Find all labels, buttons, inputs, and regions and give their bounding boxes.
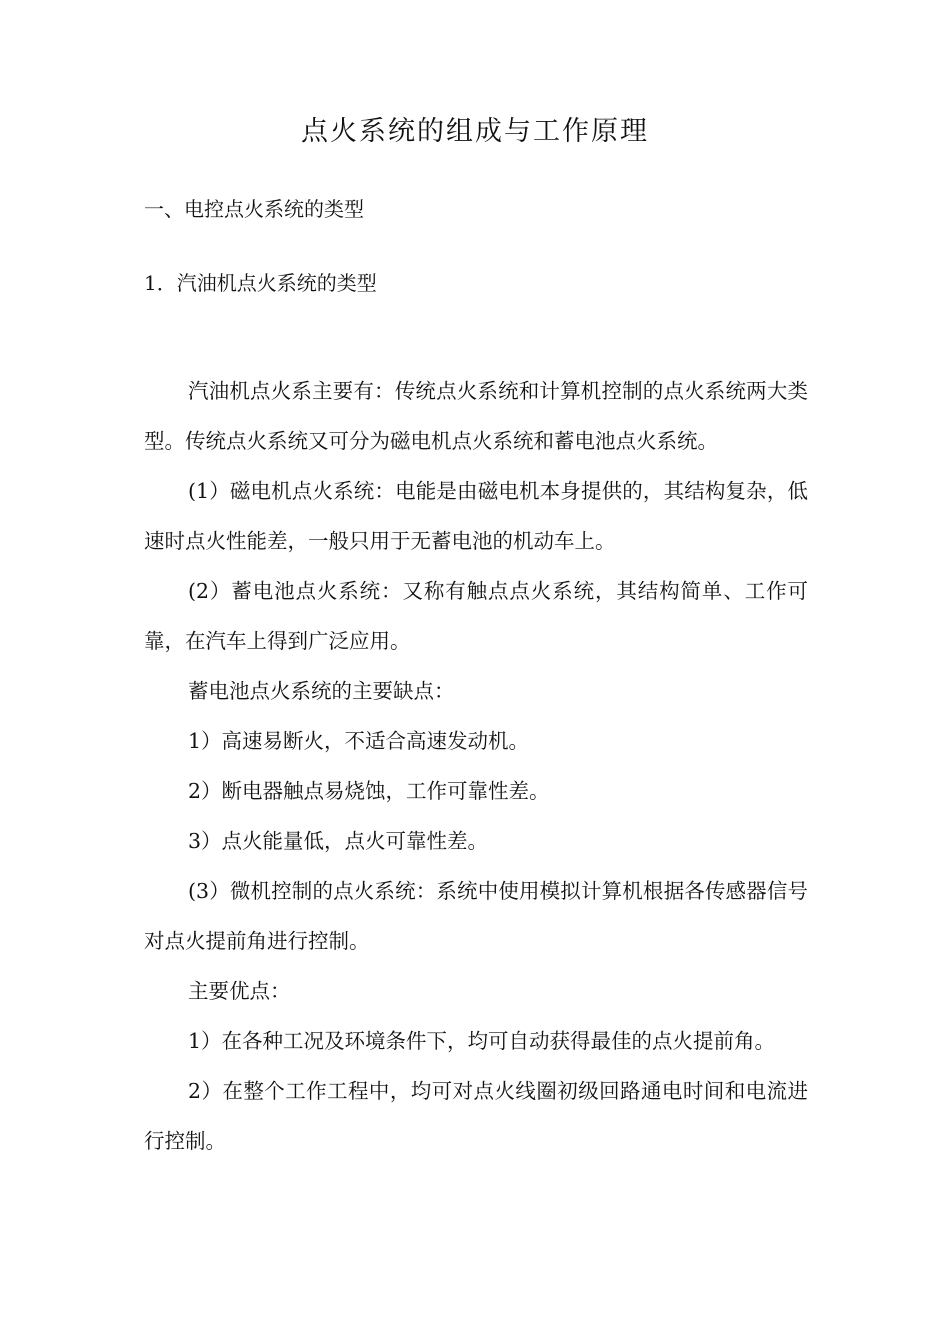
list-item-advantage-1: 1）在各种工况及环境条件下，均可自动获得最佳的点火提前角。 [188, 1029, 776, 1053]
list-item-drawback-3: 3）点火能量低，点火可靠性差。 [188, 829, 489, 853]
paragraph-battery: (2）蓄电池点火系统：又称有触点点火系统，其结构简单、工作可靠，在汽车上得到广泛应用。 [144, 579, 808, 653]
list-item-drawback-1: 1）高速易断火，不适合高速发动机。 [188, 729, 530, 753]
paragraph-battery-drawbacks: 蓄电池点火系统的主要缺点： [188, 679, 455, 703]
document-title: 点火系统的组成与工作原理 [301, 116, 649, 147]
list-item-advantage-2: 2）在整个工作工程中，均可对点火线圈初级回路通电时间和电流进行控制。 [144, 1079, 808, 1153]
list-item-drawback-2: 2）断电器触点易烧蚀，工作可靠性差。 [188, 779, 550, 803]
body-text [144, 366, 808, 1166]
paragraph-intro: 汽油机点火系主要有：传统点火系统和计算机控制的点火系统两大类型。传统点火系统又可分为磁电机点火系统和蓄电池点火系统。 [144, 379, 808, 453]
subsection-heading: 1．汽油机点火系统的类型 [144, 271, 377, 295]
paragraph-advantages: 主要优点： [188, 979, 291, 1003]
section-heading: 一、电控点火系统的类型 [144, 197, 364, 221]
paragraph-magneto: (1）磁电机点火系统：电能是由磁电机本身提供的，其结构复杂，低速时点火性能差，一般只用于无蓄电池的机动车上。 [144, 479, 808, 553]
paragraph-microcomputer: (3）微机控制的点火系统：系统中使用模拟计算机根据各传感器信号对点火提前角进行控制。 [144, 879, 808, 953]
